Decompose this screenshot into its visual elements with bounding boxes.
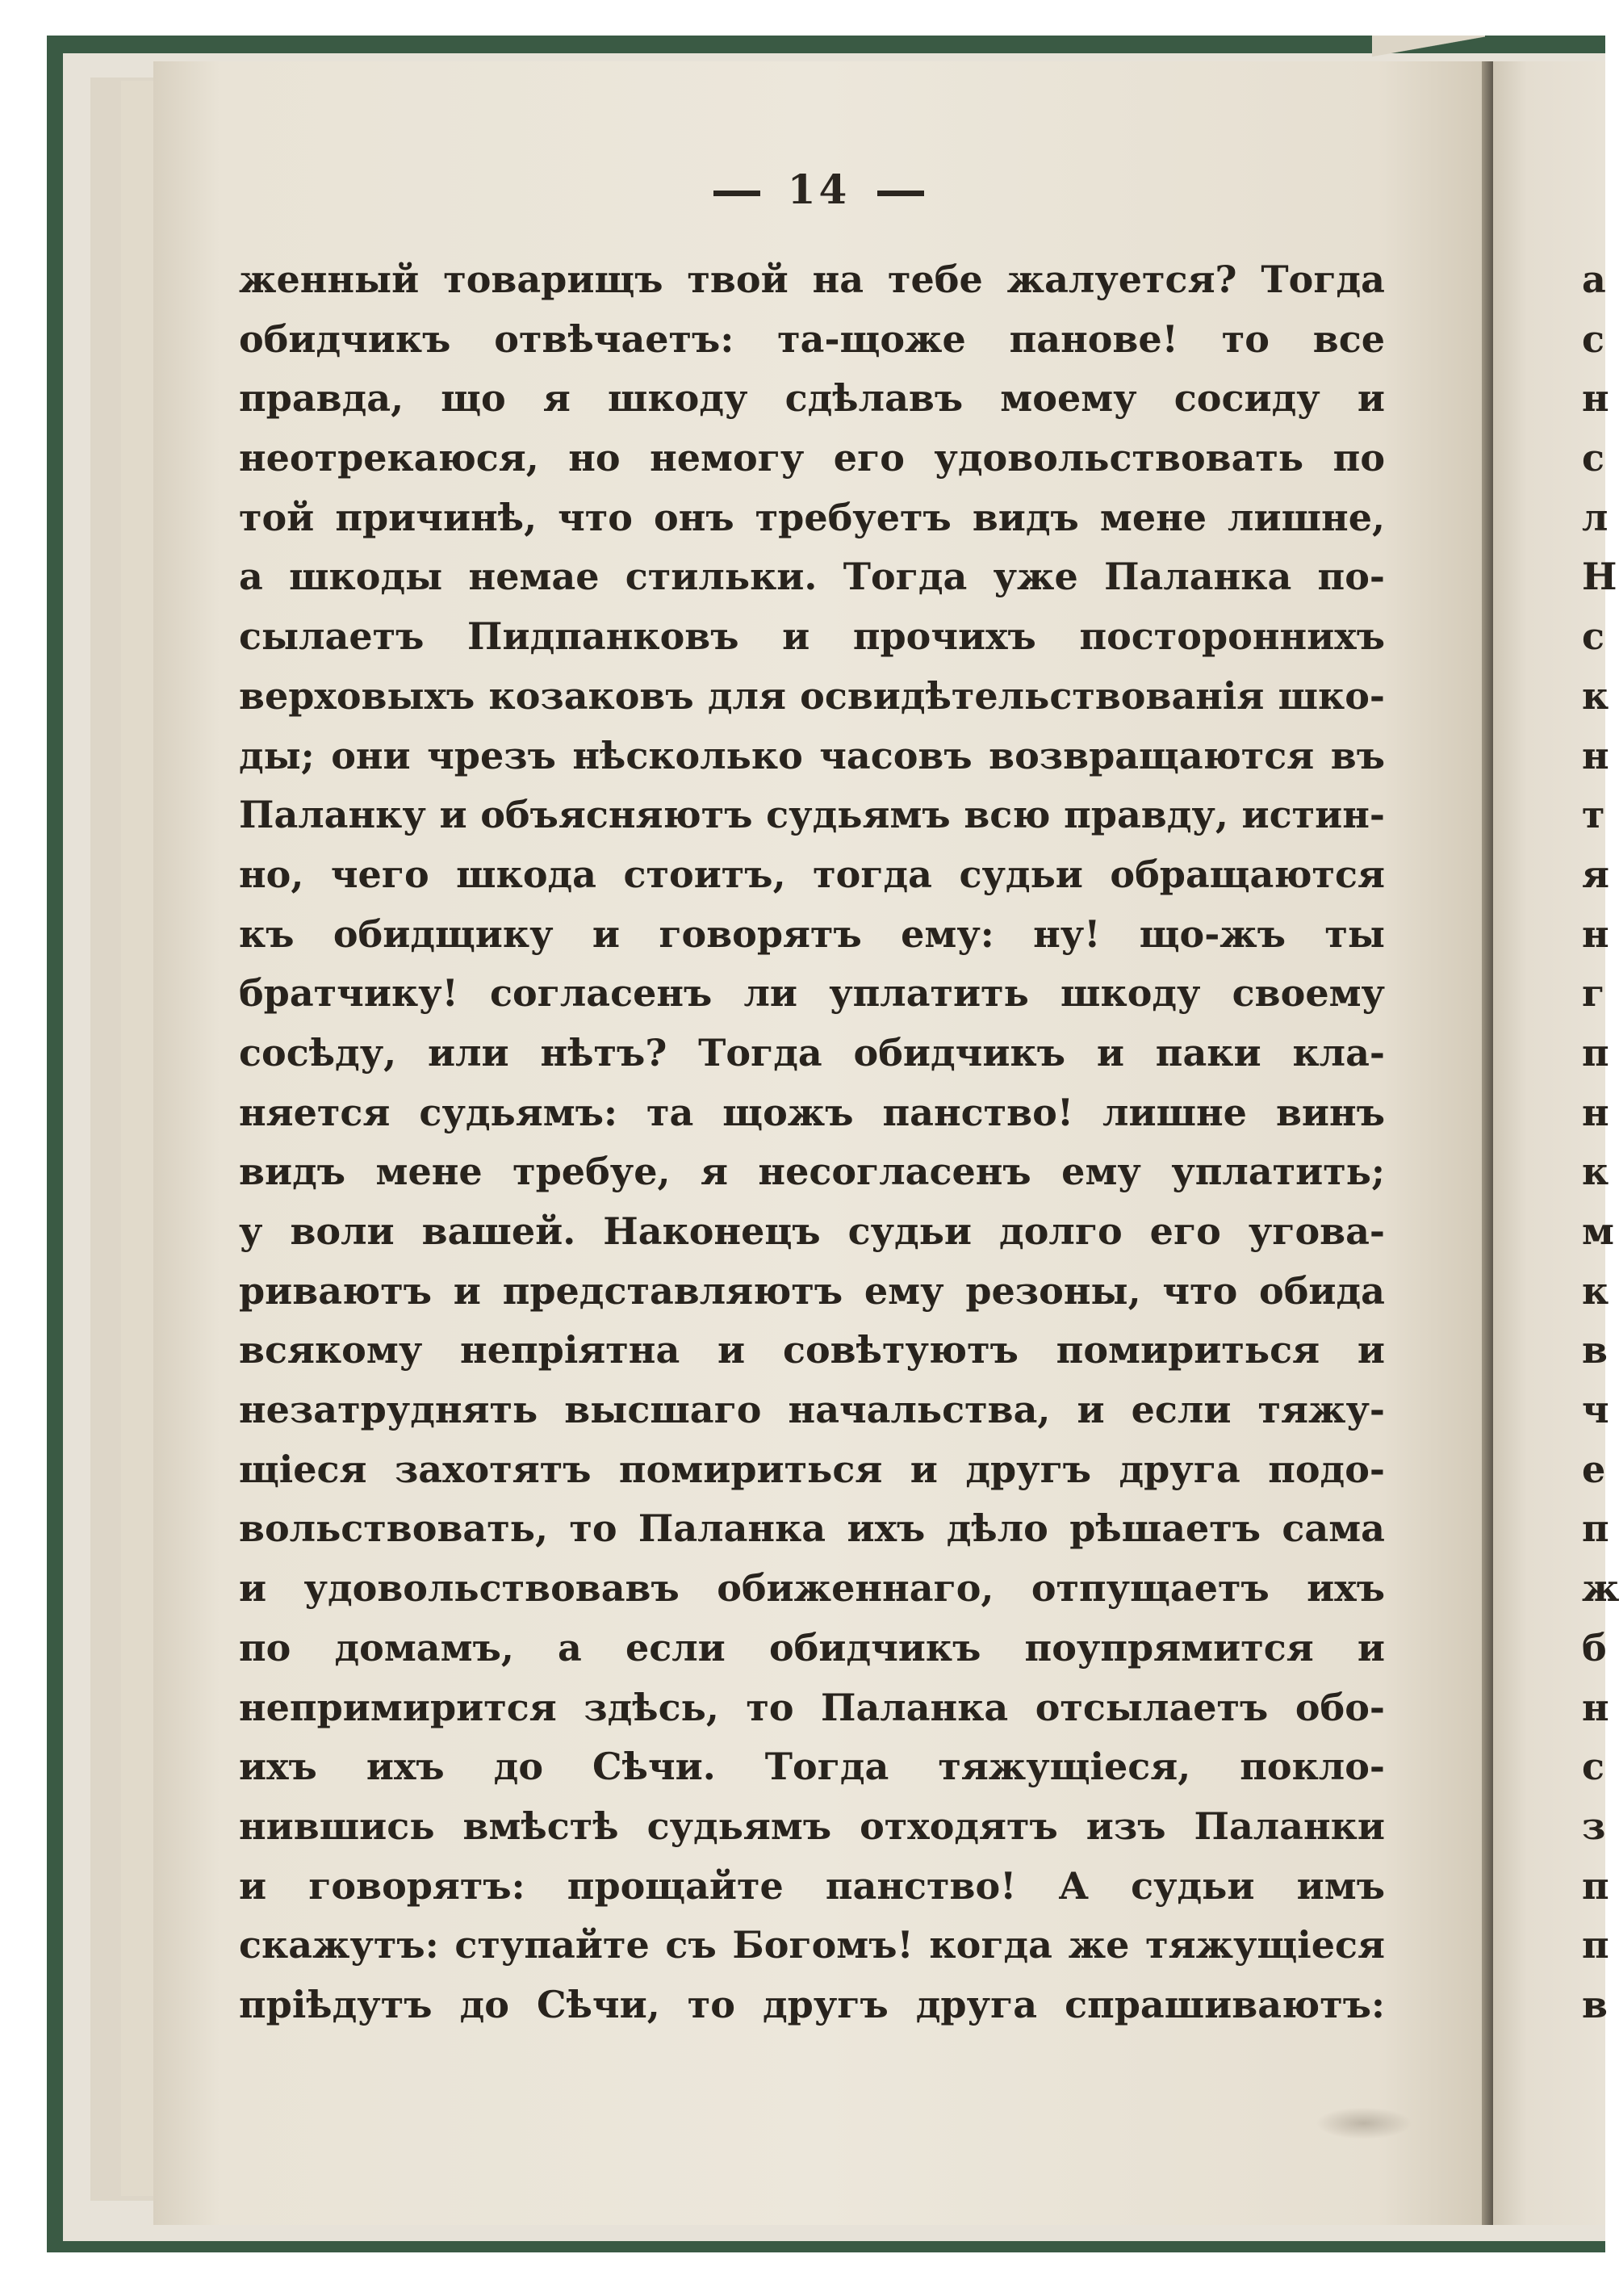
facing-line-start: н [1582,733,1609,777]
text-line-27: нившись вмѣстѣ судьямъ отходятъ изъ Паланки [239,1804,1385,1848]
facing-line-start: к [1582,1150,1609,1194]
paper-smudge [1316,2107,1412,2139]
text-line-21: щіеся захотятъ помириться и другъ друга подо- [239,1447,1385,1491]
text-line-30: пріѣдутъ до Сѣчи, то другъ друга спрашиваютъ: [239,1982,1385,2026]
facing-line-start: н [1582,376,1609,421]
facing-line-start: н [1582,911,1609,956]
text-line-23: и удовольствовавъ обиженнаго, отпущаетъ ихъ [239,1566,1385,1611]
page-number-value: 14 [787,165,851,213]
text-line-13: братчику! согласенъ ли уплатить шкоду своему [239,971,1385,1016]
page-corner-wear [1372,36,1485,68]
text-line-25: непримирится здѣсь, то Паланка отсылаетъ обо- [239,1685,1385,1729]
facing-line-start: в [1582,1982,1608,2026]
facing-line-start: с [1582,436,1605,480]
text-line-8: верховыхъ козаковъ для освидѣтельствованія шко- [239,673,1385,718]
text-line-1: женный товарищъ твой на тебе жалуется? Тогда [239,258,1385,301]
facing-line-start: б [1582,1625,1607,1670]
facing-line-start: с [1582,614,1605,659]
page-text-body [239,250,1385,2035]
facing-line-start: ж [1582,1566,1619,1611]
text-line-14: сосѣду, или нѣтъ? Тогда обидчикъ и паки кла- [239,1030,1385,1075]
text-line-22: вольствовать, то Паланка ихъ дѣло рѣшаетъ сама [239,1506,1385,1551]
text-line-17: у воли вашей. Наконецъ судьи долго его угова- [239,1209,1385,1253]
text-line-3: правда, що я шкоду сдѣлавъ моему сосиду и [239,376,1385,421]
text-line-24: по домамъ, а если обидчикъ поупрямится и [239,1625,1385,1670]
facing-line-start: Н [1582,555,1617,599]
facing-line-start: в [1582,1328,1608,1372]
book-gutter [1482,61,1493,2225]
text-line-5: той причинѣ, что онъ требуетъ видъ мене лишне, [239,495,1385,539]
text-line-29: скажутъ: ступайте съ Богомъ! когда же тяжущіеся [239,1923,1385,1967]
facing-line-start: н [1582,1090,1609,1134]
text-line-15: няется судьямъ: та щожъ панство! лишне винъ [239,1090,1385,1134]
facing-line-start: н [1582,1685,1609,1729]
facing-line-start: л [1582,495,1609,539]
facing-line-start: к [1582,1268,1609,1313]
facing-line-start: п [1582,1863,1609,1908]
facing-line-start: с [1582,1745,1605,1789]
text-line-10: Паланку и объясняютъ судьямъ всю правду, истин- [239,793,1385,837]
facing-line-start: ч [1582,1388,1609,1432]
facing-line-start: а [1582,258,1606,301]
text-line-20: незатруднять высшаго начальства, и если тяжу- [239,1388,1385,1432]
facing-line-start: я [1582,852,1609,896]
text-line-2: обидчикъ отвѣчаетъ: та-щоже панове! то все [239,316,1385,361]
facing-line-start: п [1582,1506,1609,1551]
text-line-6: а шкоды немае стильки. Тогда уже Паланка по- [239,555,1385,599]
page-number [0,165,1605,213]
text-line-7: сылаетъ Пидпанковъ и прочихъ постороннихъ [239,614,1385,659]
page-number-dash-right [877,191,924,196]
text-line-18: риваютъ и представляютъ ему резоны, что обида [239,1268,1385,1313]
text-line-16: видъ мене требуе, я несогласенъ ему уплатить; [239,1150,1385,1194]
facing-line-start: м [1582,1209,1614,1253]
facing-line-start: п [1582,1923,1609,1967]
text-line-11: но, чего шкода стоитъ, тогда судьи обращаются [239,852,1385,896]
text-line-28: и говорятъ: прощайте панство! А судьи имъ [239,1863,1385,1908]
page-number-dash-left [713,191,760,196]
facing-line-start: с [1582,316,1605,361]
facing-line-start: п [1582,1030,1609,1075]
text-line-19: всякому непріятна и совѣтуютъ помириться и [239,1328,1385,1372]
facing-page-text-edge [1582,250,1619,2035]
text-line-9: ды; они чрезъ нѣсколько часовъ возвращаются въ [239,733,1385,777]
text-line-4: неотрекаюся, но немогу его удовольствовать по [239,436,1385,480]
text-line-26: ихъ ихъ до Сѣчи. Тогда тяжущіеся, покло- [239,1745,1385,1789]
facing-line-start: е [1582,1447,1606,1491]
facing-line-start: т [1582,793,1605,837]
facing-line-start: к [1582,673,1609,718]
facing-line-start: з [1582,1804,1606,1848]
facing-line-start: г [1582,971,1605,1016]
text-line-12: къ обидщику и говорятъ ему: ну! що-жъ ты [239,911,1385,956]
